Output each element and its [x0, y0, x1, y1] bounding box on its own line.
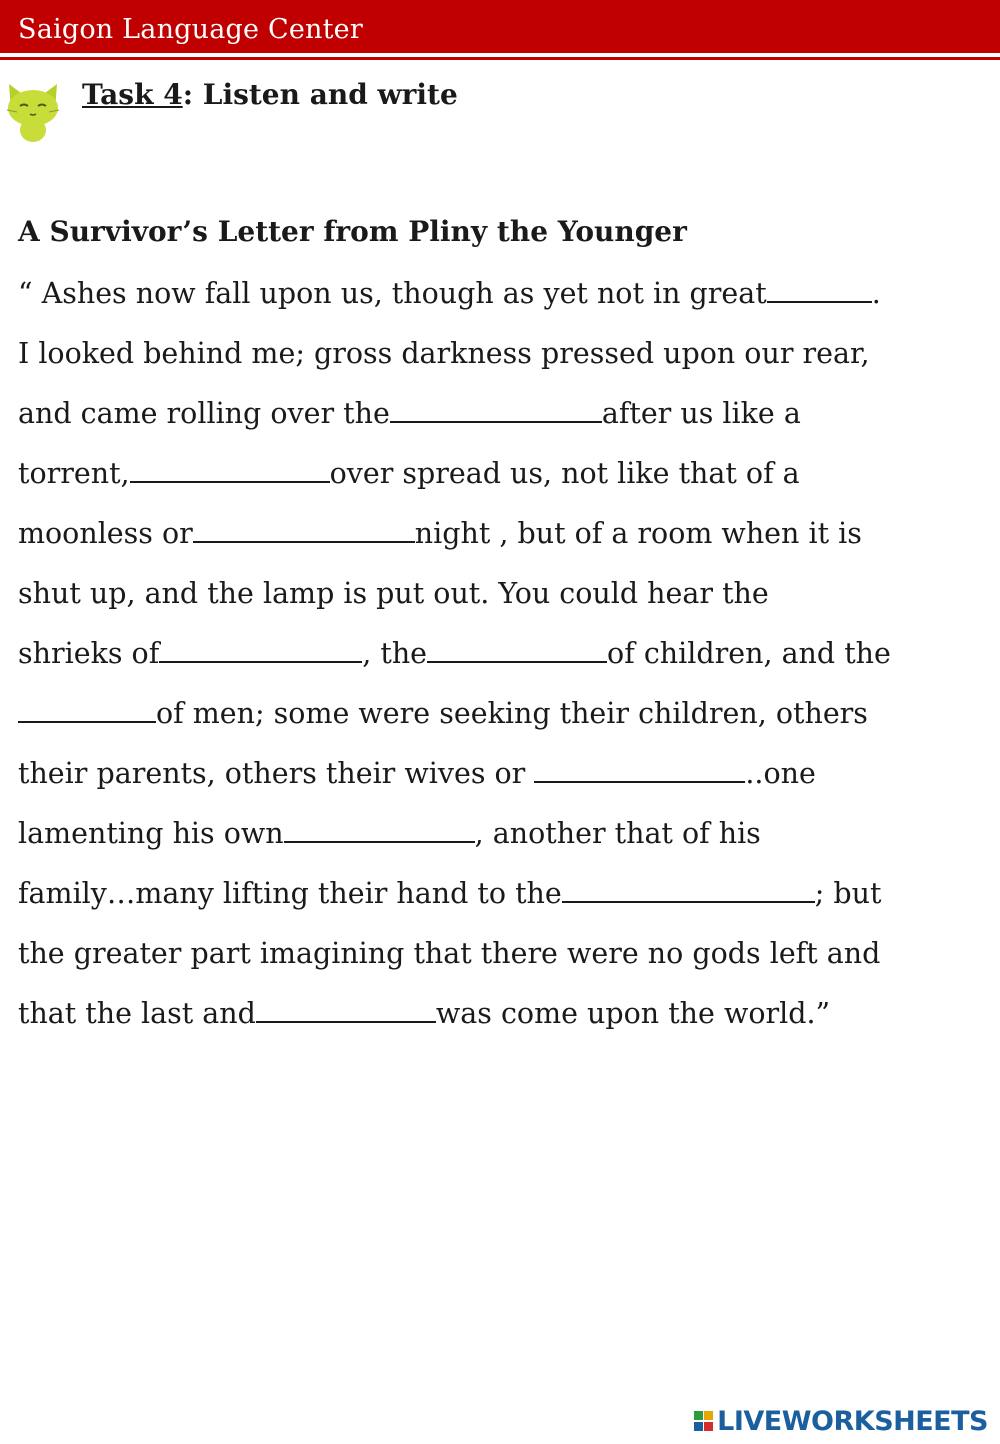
passage-line: [18, 324, 993, 384]
task-number: Task 4: [82, 78, 183, 111]
answer-blank[interactable]: [390, 399, 602, 423]
passage-line: [18, 384, 993, 444]
center-name: Saigon Language Center: [18, 14, 363, 45]
passage-text: , the: [362, 637, 428, 670]
passage-line: [18, 564, 993, 624]
answer-blank[interactable]: [562, 879, 815, 903]
passage-text: and came rolling over the: [18, 397, 390, 430]
passage-line: [18, 864, 993, 924]
passage-line: [18, 684, 993, 744]
answer-blank[interactable]: [284, 819, 475, 843]
header-bar: [0, 0, 1000, 53]
passage-text: night , but of a room when it is: [414, 517, 862, 550]
passage-text: “ Ashes now fall upon us, though as yet not in great: [18, 277, 767, 310]
passage-line: [18, 744, 993, 804]
passage-text: ; but: [814, 877, 882, 910]
passage-line: [18, 264, 993, 324]
answer-blank[interactable]: [18, 699, 156, 723]
cat-mascot-icon: [3, 80, 63, 142]
answer-blank[interactable]: [256, 999, 436, 1023]
answer-blank[interactable]: [193, 519, 415, 543]
passage-text: moonless or: [18, 517, 193, 550]
passage-line: [18, 444, 993, 504]
passage-text: shut up, and the lamp is put out. You could hear the: [18, 577, 769, 610]
passage-text: over spread us, not like that of a: [329, 457, 800, 490]
passage-text: that the last and: [18, 997, 256, 1030]
answer-blank[interactable]: [427, 639, 607, 663]
passage-text: , another that of his: [474, 817, 761, 850]
liveworksheets-logo: [694, 1404, 988, 1438]
passage-line: [18, 624, 993, 684]
passage-line: [18, 804, 993, 864]
passage-line: [18, 984, 993, 1044]
answer-blank[interactable]: [534, 759, 745, 783]
passage: [18, 264, 993, 1044]
passage-text: their parents, others their wives or: [18, 757, 535, 790]
passage-text: was come upon the world.”: [435, 997, 831, 1030]
passage-text: after us like a: [601, 397, 801, 430]
passage-text: shrieks of: [18, 637, 160, 670]
passage-text: torrent,: [18, 457, 130, 490]
answer-blank[interactable]: [130, 459, 330, 483]
passage-text: the greater part imagining that there were no gods left and: [18, 937, 881, 970]
passage-text: family…many lifting their hand to the: [18, 877, 562, 910]
answer-blank[interactable]: [767, 279, 872, 303]
header-divider: [0, 57, 1000, 60]
liveworksheets-logo-icon: [694, 1409, 714, 1433]
liveworksheets-logo-text: LIVEWORKSHEETS: [717, 1405, 988, 1437]
passage-text: lamenting his own: [18, 817, 284, 850]
task-instruction: : Listen and write: [182, 78, 458, 111]
passage-text: I looked behind me; gross darkness pressed upon our rear,: [18, 337, 870, 370]
answer-blank[interactable]: [159, 639, 362, 663]
passage-text: of children, and the: [607, 637, 891, 670]
letter-title: A Survivor’s Letter from Pliny the Younger: [18, 215, 687, 248]
passage-text: .: [871, 277, 881, 310]
passage-text: of men; some were seeking their children, others: [156, 697, 868, 730]
passage-line: [18, 924, 993, 984]
passage-text: ..one: [745, 757, 816, 790]
task-heading: [82, 78, 458, 111]
passage-line: [18, 504, 993, 564]
